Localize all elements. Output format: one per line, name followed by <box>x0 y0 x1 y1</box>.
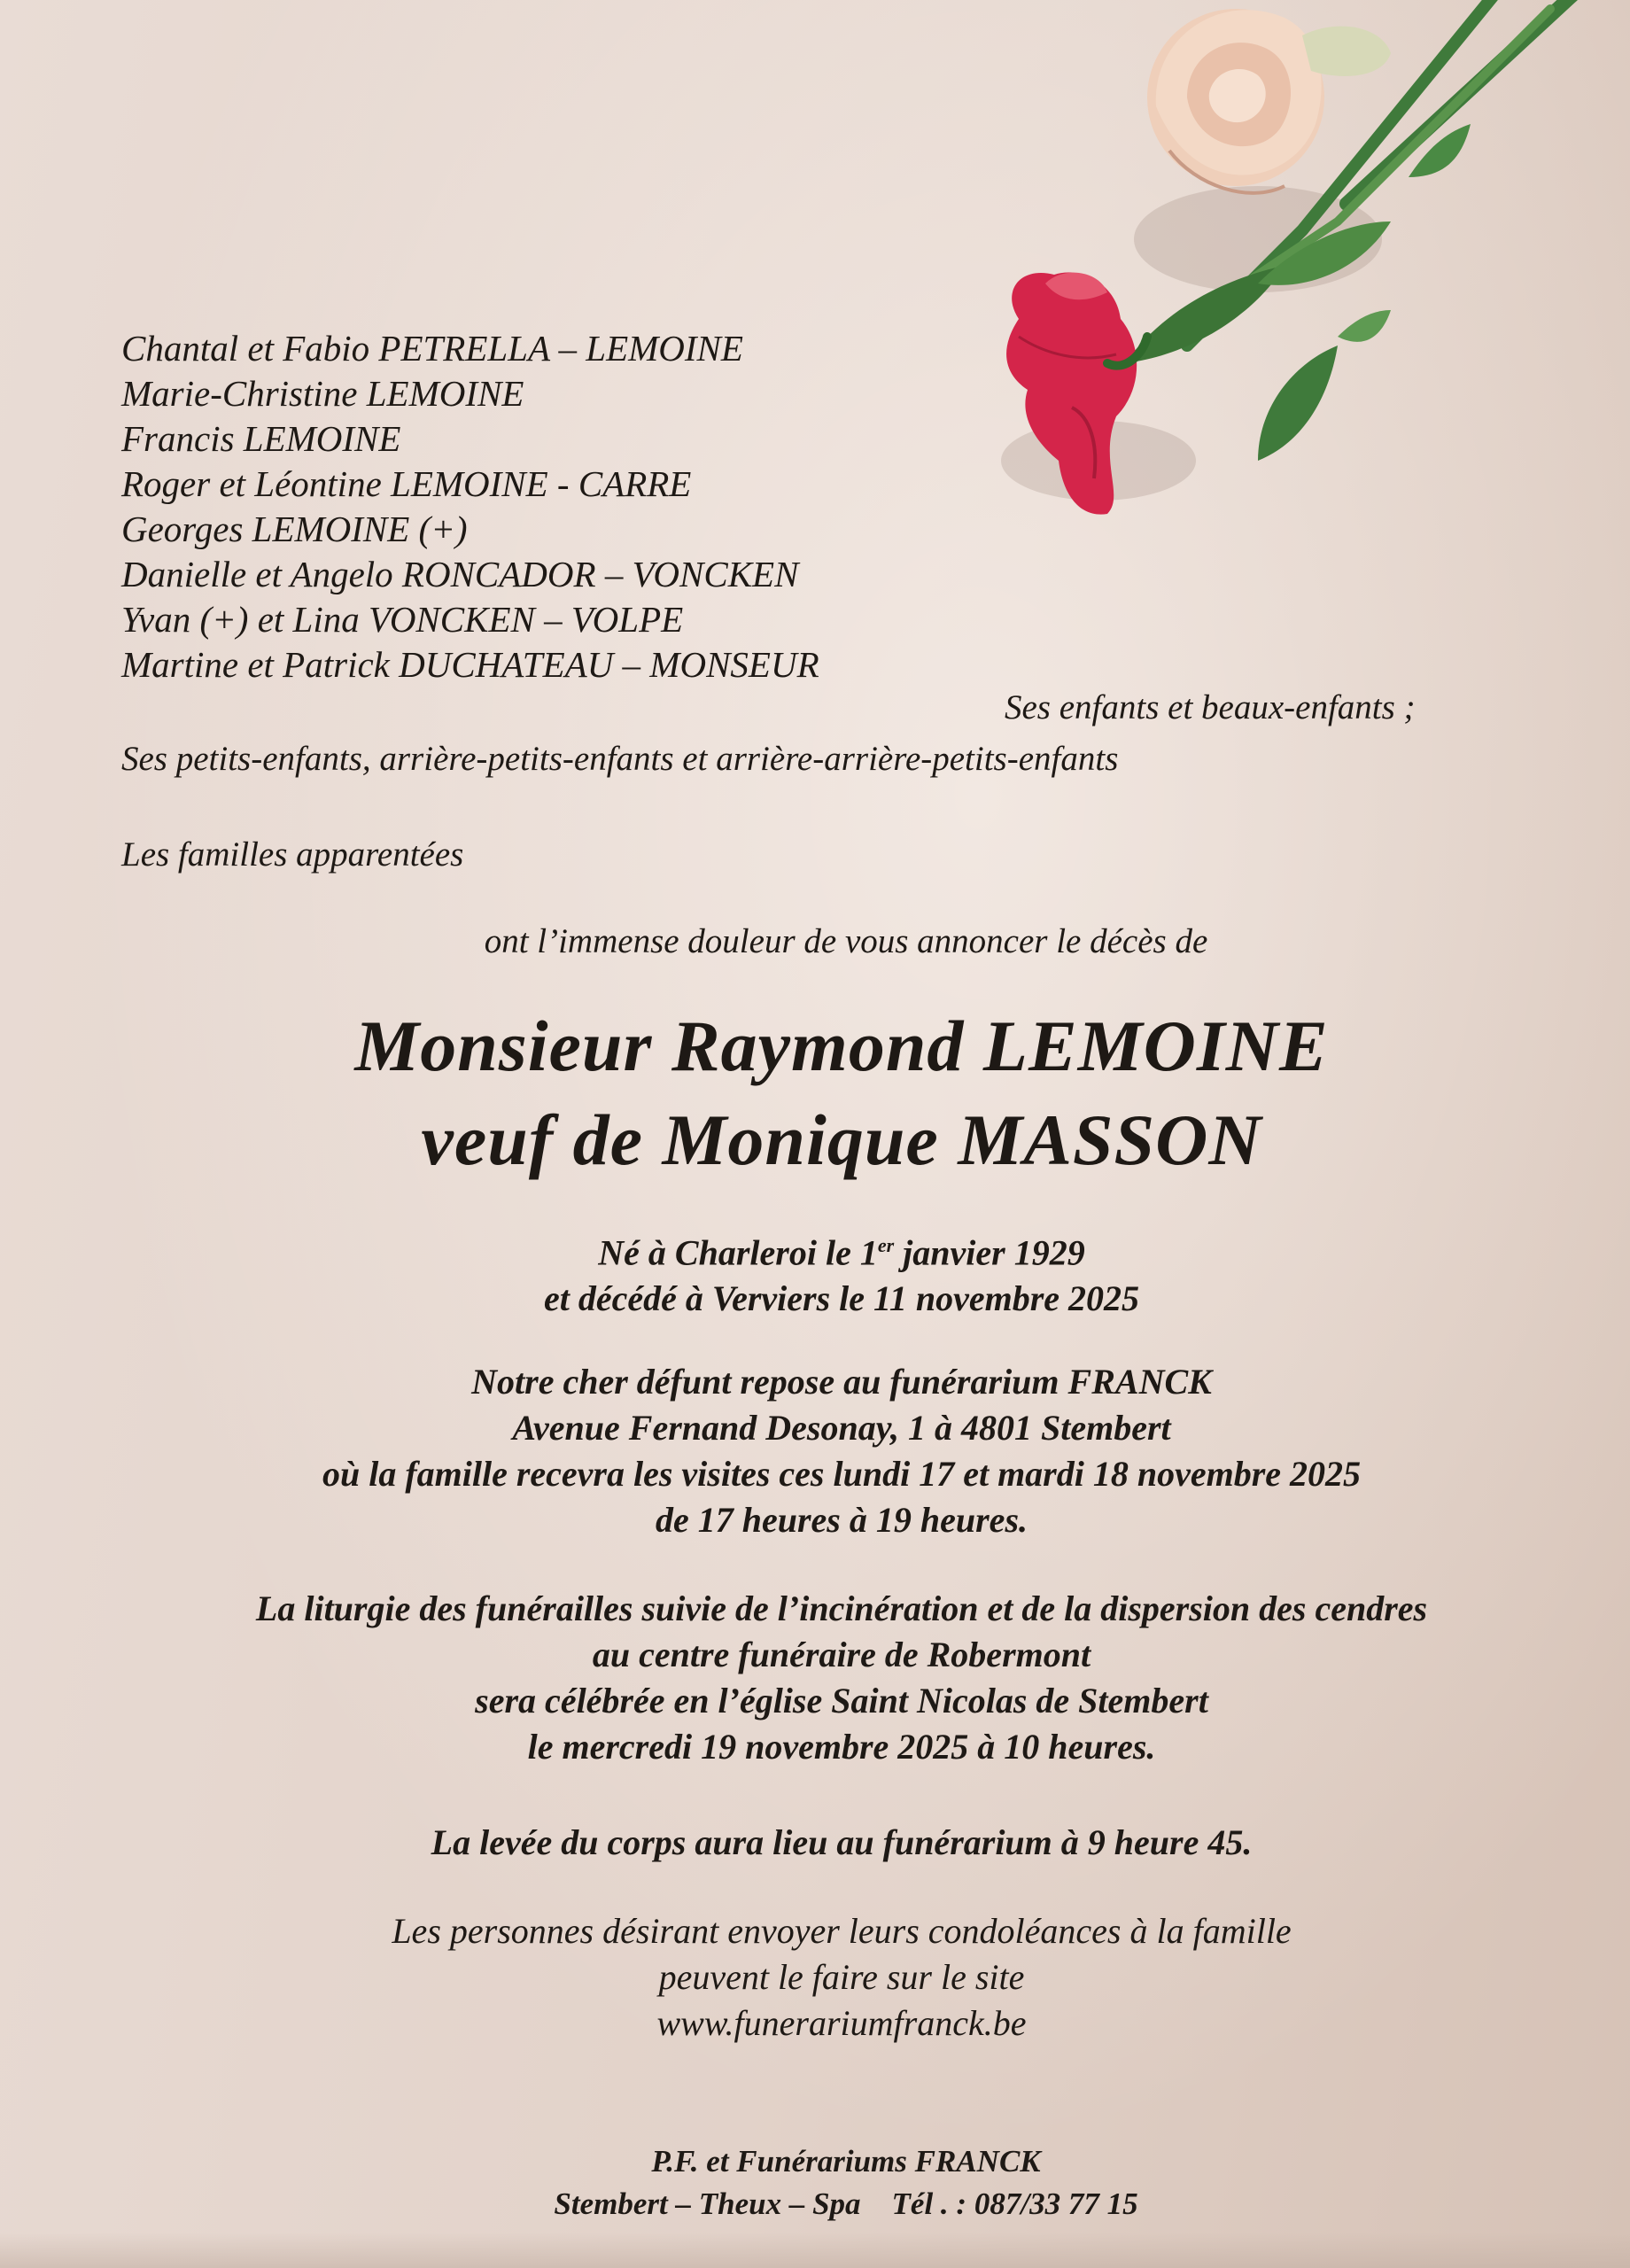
family-line: Chantal et Fabio PETRELLA – LEMOINE <box>121 328 743 369</box>
funeral-home-name: P.F. et Funérariums FRANCK <box>651 2144 1041 2179</box>
family-list <box>121 326 819 687</box>
birth-death-block <box>0 1223 1630 1322</box>
funeral-home-contact <box>62 2183 1630 2225</box>
website-link[interactable]: www.funerariumfranck.be <box>656 2003 1027 2043</box>
liturgy-line: La liturgie des funérailles suivie de l’incinération et de la dispersion des cendres <box>255 1588 1428 1628</box>
family-line: Marie-Christine LEMOINE <box>121 373 524 414</box>
condolences-block <box>0 1908 1630 2047</box>
deceased-block <box>0 999 1630 1187</box>
visitation-line: Notre cher défunt repose au funérarium FRANCK <box>471 1362 1212 1402</box>
visitation-block <box>0 1359 1630 1543</box>
children-label: Ses enfants et beaux-enfants ; <box>1005 688 1416 726</box>
family-line: Roger et Léontine LEMOINE - CARRE <box>121 463 692 504</box>
visitation-line: de 17 heures à 19 heures. <box>655 1500 1028 1540</box>
deceased-name: Monsieur Raymond LEMOINE <box>354 1006 1329 1086</box>
liturgy-line: le mercredi 19 novembre 2025 à 10 heures. <box>527 1727 1156 1767</box>
funeral-home-footer <box>0 2140 1630 2225</box>
condolences-line: peuvent le faire sur le site <box>658 1957 1025 1997</box>
family-line: Georges LEMOINE (+) <box>121 509 468 549</box>
deceased-widower: veuf de Monique MASSON <box>421 1099 1262 1180</box>
visitation-line: Avenue Fernand Desonay, 1 à 4801 Stembert <box>512 1408 1171 1448</box>
death-line: et décédé à Verviers le 11 novembre 2025 <box>543 1278 1140 1319</box>
condolences-line: Les personnes désirant envoyer leurs condoléances à la famille <box>392 1911 1292 1951</box>
family-line: Yvan (+) et Lina VONCKEN – VOLPE <box>121 599 684 640</box>
grandchildren-line: Ses petits-enfants, arrière-petits-enfants et arrière-arrière-petits-enfants <box>121 740 1119 778</box>
family-line: Martine et Patrick DUCHATEAU – MONSEUR <box>121 644 819 685</box>
birth-line: Né à Charleroi le 1er janvier 1929 <box>598 1232 1085 1273</box>
visitation-line: où la famille recevra les visites ces lundi 17 et mardi 18 novembre 2025 <box>322 1454 1362 1494</box>
announcement: ont l’immense douleur de vous annoncer le décès de <box>484 922 1208 960</box>
family-line: Danielle et Angelo RONCADOR – VONCKEN <box>121 554 799 594</box>
leaves <box>1125 124 1471 461</box>
liturgy-line: sera célébrée en l’église Saint Nicolas de Stembert <box>475 1681 1208 1720</box>
levee-line: La levée du corps aura lieu au funérarium à 9 heure 45. <box>431 1822 1253 1862</box>
paper-bottom-shadow <box>0 2233 1630 2268</box>
funeral-home-phone: Tél . : 087/33 77 15 <box>891 2186 1138 2221</box>
liturgy-line: au centre funéraire de Robermont <box>592 1635 1091 1674</box>
funeral-home-locations: Stembert – Theux – Spa <box>554 2186 861 2221</box>
family-line: Francis LEMOINE <box>121 418 401 459</box>
liturgy-block <box>0 1586 1630 1770</box>
flowers-decoration <box>966 0 1586 549</box>
related-families: Les familles apparentées <box>121 835 464 874</box>
